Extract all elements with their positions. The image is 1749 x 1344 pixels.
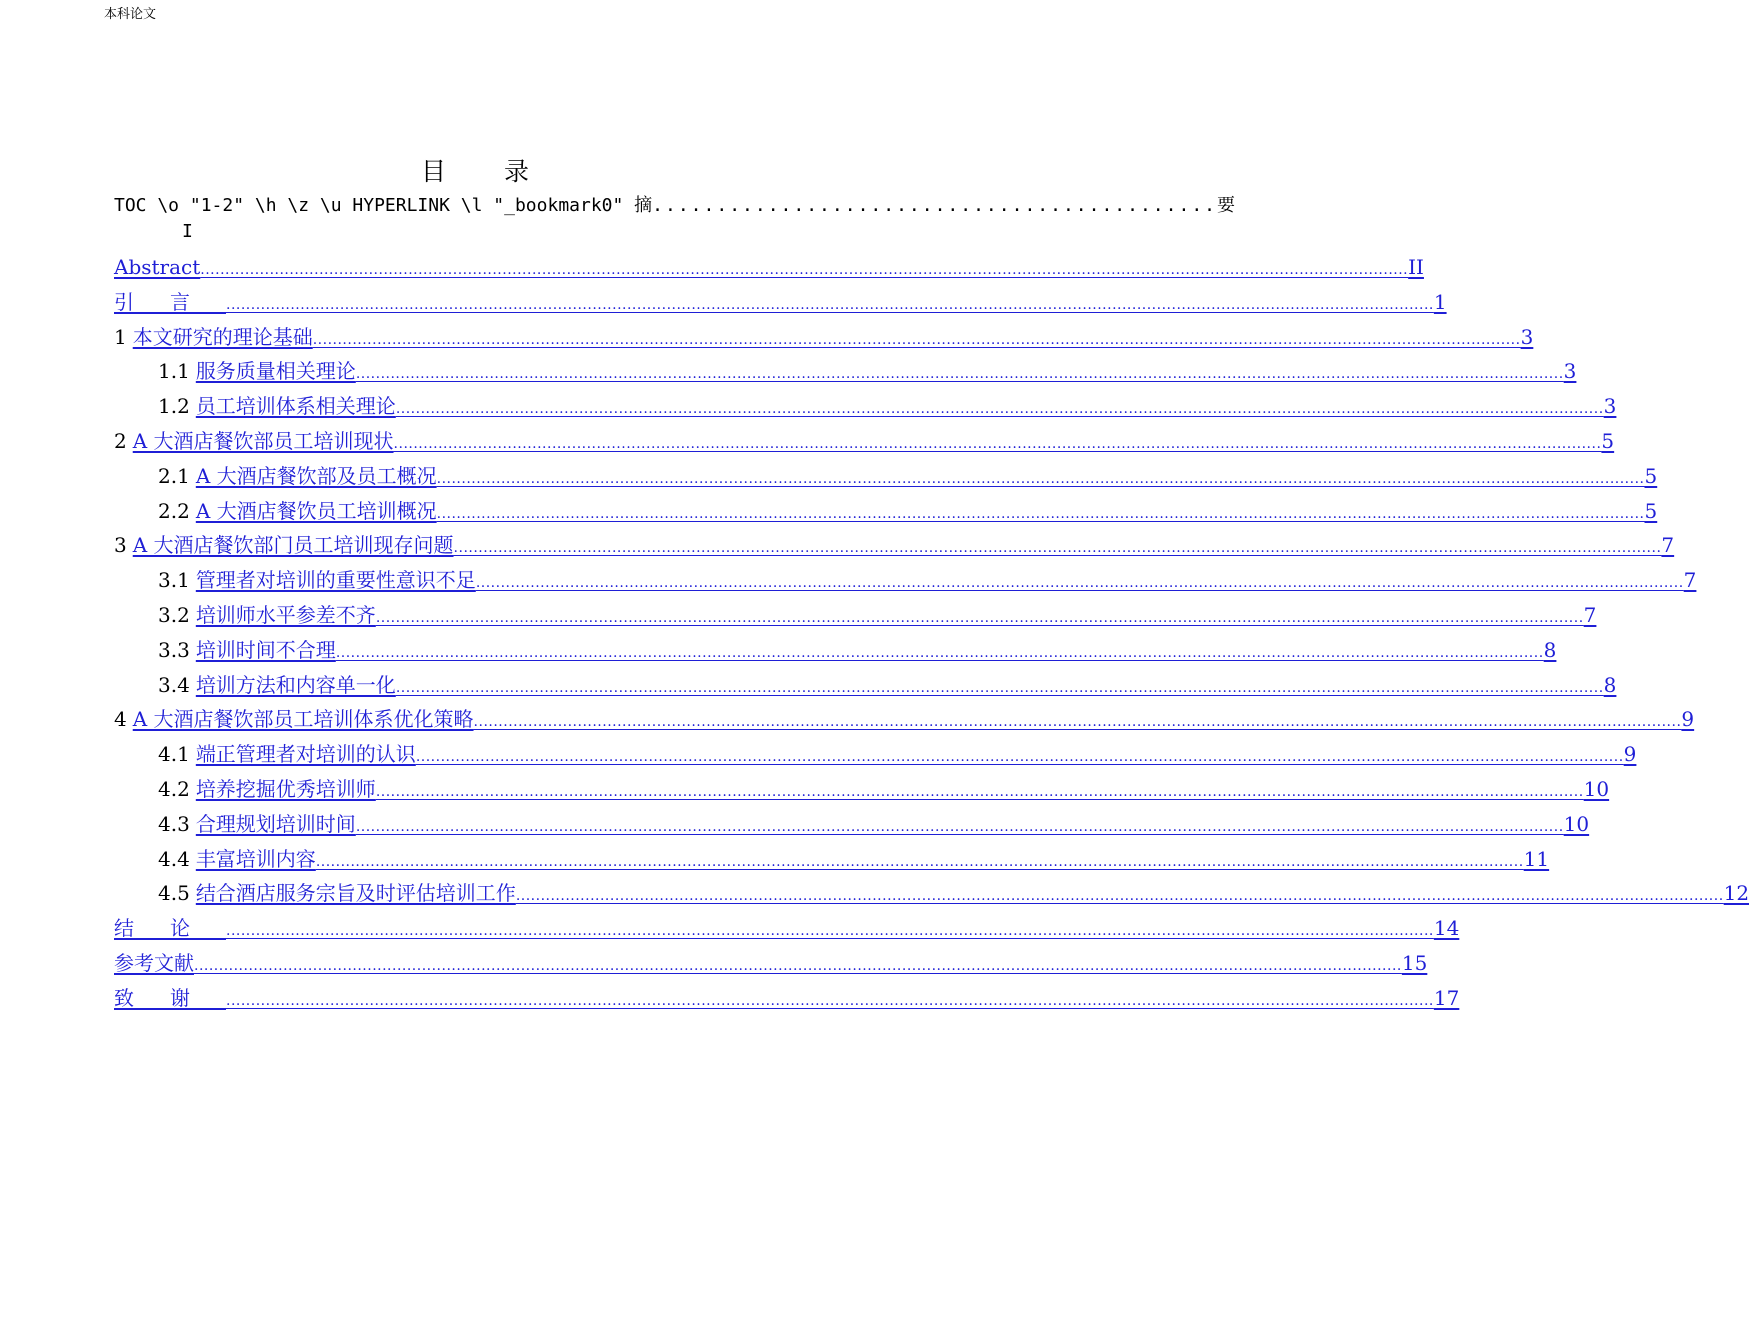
- toc-entry-page: 7: [1683, 568, 1697, 593]
- toc-entry-title: A 大酒店餐饮部员工培训体系优化策略: [132, 707, 474, 732]
- toc-entry-page: 5: [1601, 428, 1615, 453]
- toc-entry-link[interactable]: [196, 772, 1609, 810]
- toc-entry-link[interactable]: [196, 459, 1657, 497]
- toc-entry-title: 管理者对培训的重要性意识不足: [195, 568, 476, 593]
- toc-entry-number: 3.1: [158, 568, 190, 593]
- toc-entry-link[interactable]: [133, 424, 1614, 462]
- toc-entry: [114, 528, 1675, 563]
- page-title-left: 目: [420, 157, 446, 186]
- toc-entry-number: 2: [114, 428, 127, 453]
- toc-entry-leader: ....................................................................................................................................................................................................................................................: [200, 262, 1409, 278]
- toc-entry-link[interactable]: [196, 563, 1697, 601]
- toc-entry-page: 12: [1723, 881, 1749, 906]
- toc-entry-title: 培训时间不合理: [195, 637, 336, 662]
- toc-entry-title: Abstract: [114, 255, 201, 279]
- toc-entry-link[interactable]: [196, 737, 1637, 775]
- toc-entry-page: 11: [1523, 846, 1550, 871]
- toc-entry: [114, 563, 1697, 598]
- toc-entry-title: 结论: [114, 916, 226, 941]
- toc-entry-link[interactable]: [114, 250, 1424, 288]
- toc-entry-link[interactable]: [133, 320, 1534, 358]
- page-title: [0, 152, 950, 188]
- toc-entry-leader: ....................................................................................................................................................................................................................................................: [355, 818, 1564, 835]
- toc-entry-number: 4.1: [158, 742, 190, 767]
- toc-entry-link[interactable]: [196, 389, 1617, 427]
- running-header: 本科论文: [104, 7, 157, 22]
- toc-entry-leader: ....................................................................................................................................................................................................................................................: [226, 923, 1434, 940]
- toc-entry-leader: ....................................................................................................................................................................................................................................................: [355, 366, 1564, 383]
- toc-entry-leader: ....................................................................................................................................................................................................................................................: [395, 679, 1604, 696]
- toc-entry: [114, 285, 1447, 320]
- toc-entry-leader: ....................................................................................................................................................................................................................................................: [375, 609, 1584, 626]
- toc-entry-page: 10: [1583, 776, 1610, 801]
- toc-entry-leader: ....................................................................................................................................................................................................................................................: [473, 714, 1682, 731]
- toc-entry-title: 培训师水平参差不齐: [195, 602, 376, 627]
- field-code-page-number: I: [182, 221, 193, 242]
- toc-entry-title: 合理规划培训时间: [195, 811, 356, 836]
- toc-entry: [114, 772, 1610, 807]
- toc-entry-page: 9: [1681, 707, 1695, 732]
- toc-entry: [114, 320, 1534, 355]
- toc-entry: [114, 459, 1658, 494]
- toc-entry-leader: ....................................................................................................................................................................................................................................................: [393, 435, 1602, 452]
- toc-entry-title: 服务质量相关理论: [195, 359, 356, 384]
- toc-entry-link[interactable]: [114, 285, 1447, 323]
- toc-entry: [114, 737, 1637, 772]
- toc-entry-leader: ....................................................................................................................................................................................................................................................: [453, 540, 1662, 557]
- toc-entry-number: 4.5: [158, 881, 190, 906]
- toc-entry-number: 4: [114, 707, 127, 732]
- toc-entry-number: 4.3: [158, 811, 190, 836]
- toc-entry-number: 3.3: [158, 637, 190, 662]
- toc-entry-number: 3.4: [158, 672, 190, 697]
- toc-entry-number: 4.4: [158, 846, 190, 871]
- toc-entry-number: 1: [114, 324, 127, 349]
- toc-entry: [114, 354, 1577, 389]
- field-code-page-char: 要: [1217, 195, 1235, 216]
- toc-entry-title: A 大酒店餐饮员工培训概况: [195, 498, 437, 523]
- toc-entry-link[interactable]: [114, 981, 1459, 1019]
- toc-entry-page: II: [1408, 255, 1424, 279]
- toc-entry: [114, 494, 1658, 529]
- toc-entry-link[interactable]: [114, 946, 1427, 984]
- toc-entry-title: A 大酒店餐饮部门员工培训现存问题: [132, 533, 454, 558]
- toc-entry-title: 致谢: [114, 985, 226, 1010]
- toc-entry-link[interactable]: [196, 633, 1557, 671]
- field-code-dots: ............................................: [652, 195, 1217, 216]
- toc-entry-link[interactable]: [196, 494, 1657, 532]
- toc-entry: [114, 250, 1424, 285]
- toc-entry-leader: ....................................................................................................................................................................................................................................................: [226, 992, 1434, 1009]
- toc-entry-number: 1.1: [158, 359, 190, 384]
- toc-entry-title: 端正管理者对培训的认识: [195, 742, 416, 767]
- toc-entry-page: 15: [1401, 950, 1428, 975]
- toc-entry-number: 3: [114, 533, 127, 558]
- toc-entry-title: A 大酒店餐饮部员工培训现状: [132, 428, 394, 453]
- toc-entry-page: 17: [1433, 985, 1460, 1010]
- toc-entry-title: 员工培训体系相关理论: [195, 394, 396, 419]
- toc-entry-page: 10: [1563, 811, 1590, 836]
- toc-entry-link[interactable]: [196, 598, 1597, 636]
- toc-entry-leader: ....................................................................................................................................................................................................................................................: [415, 749, 1624, 766]
- toc-entry-title: 结合酒店服务宗旨及时评估培训工作: [195, 881, 516, 906]
- toc-entry: [114, 842, 1550, 877]
- toc-entry: [114, 876, 1749, 911]
- toc-entry-leader: ....................................................................................................................................................................................................................................................: [475, 575, 1684, 592]
- toc-entry-page: 7: [1583, 602, 1597, 627]
- toc-entry-leader: ....................................................................................................................................................................................................................................................: [335, 644, 1544, 661]
- toc-entry-page: 1: [1433, 289, 1447, 314]
- toc-entry: [114, 633, 1557, 668]
- toc-entry-title: 参考文献: [114, 950, 194, 975]
- toc-entry: [114, 668, 1617, 703]
- toc-entry: [114, 702, 1695, 737]
- toc-entry-leader: ....................................................................................................................................................................................................................................................: [315, 853, 1524, 870]
- toc-entry-page: 3: [1603, 394, 1617, 419]
- toc-entry-title: 引言: [114, 289, 226, 314]
- toc-entry-leader: ....................................................................................................................................................................................................................................................: [312, 331, 1521, 348]
- field-code-text: TOC \o "1-2" \h \z \u HYPERLINK \l "_bookmark0" 摘: [114, 195, 653, 216]
- toc-entry-title: 培训方法和内容单一化: [195, 672, 396, 697]
- toc-entry-page: 8: [1543, 637, 1557, 662]
- toc-entry: [114, 911, 1460, 946]
- toc-entry-number: 3.2: [158, 602, 190, 627]
- toc-entry: [114, 424, 1615, 459]
- toc-entry-page: 3: [1563, 359, 1577, 384]
- toc-entry: [114, 598, 1597, 633]
- toc-entry-link[interactable]: [196, 354, 1577, 392]
- toc-entry-link[interactable]: [196, 876, 1749, 914]
- toc-entry: [114, 946, 1428, 981]
- toc-entry-title: 丰富培训内容: [195, 846, 316, 871]
- toc-entry-link[interactable]: [196, 807, 1589, 845]
- toc-entry-page: 5: [1644, 498, 1658, 523]
- toc-entry: [114, 981, 1460, 1016]
- toc-entry-link[interactable]: [114, 911, 1459, 949]
- toc-entry-page: 9: [1623, 742, 1637, 767]
- toc-entry-link[interactable]: [196, 842, 1549, 880]
- toc-entry-leader: ....................................................................................................................................................................................................................................................: [395, 401, 1604, 418]
- toc-entry: [114, 389, 1617, 424]
- toc-entry-page: 3: [1520, 324, 1534, 349]
- toc-entry-page: 14: [1433, 916, 1460, 941]
- toc-entry-leader: ....................................................................................................................................................................................................................................................: [515, 888, 1724, 905]
- toc-entry-page: 5: [1644, 463, 1658, 488]
- toc-entry-title: 本文研究的理论基础: [132, 324, 313, 349]
- toc-entry-leader: ....................................................................................................................................................................................................................................................: [436, 470, 1645, 487]
- toc-field-code: [114, 193, 1235, 245]
- toc-entry-leader: ....................................................................................................................................................................................................................................................: [226, 296, 1434, 313]
- toc-entry-link[interactable]: [133, 702, 1694, 740]
- toc-entry-title: 培养挖掘优秀培训师: [195, 776, 376, 801]
- toc-entry-leader: ....................................................................................................................................................................................................................................................: [194, 957, 1402, 974]
- toc-entry-number: 4.2: [158, 776, 190, 801]
- toc-entry-title: A 大酒店餐饮部及员工概况: [195, 463, 437, 488]
- toc-entry-page: 8: [1603, 672, 1617, 697]
- toc-entry-page: 7: [1661, 533, 1675, 558]
- toc-entry-link[interactable]: [133, 528, 1674, 566]
- toc-entry: [114, 807, 1590, 842]
- toc-entry-leader: ....................................................................................................................................................................................................................................................: [436, 505, 1645, 522]
- page-title-right: 录: [504, 157, 530, 186]
- table-of-contents: [114, 250, 1749, 1016]
- toc-entry-number: 1.2: [158, 394, 190, 419]
- toc-entry-number: 2.1: [158, 463, 190, 488]
- toc-entry-number: 2.2: [158, 498, 190, 523]
- toc-entry-link[interactable]: [196, 668, 1617, 706]
- toc-entry-leader: ....................................................................................................................................................................................................................................................: [375, 783, 1584, 800]
